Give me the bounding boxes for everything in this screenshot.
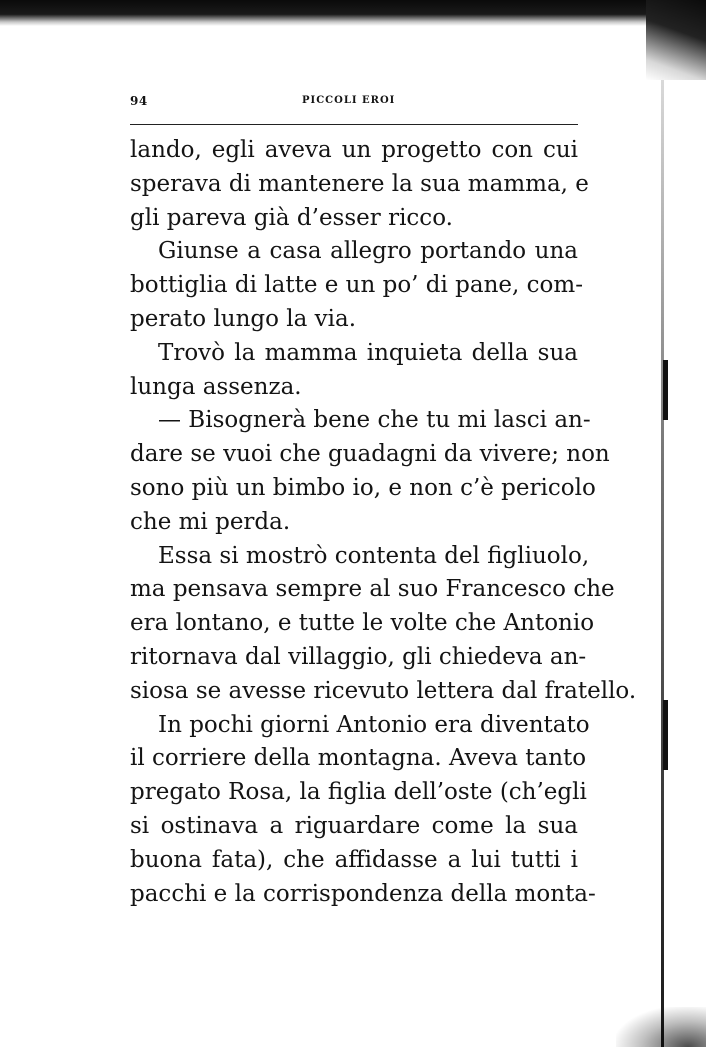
text-line: gli pareva già d’esser ricco. <box>130 204 453 231</box>
text-line: dare se vuoi che guadagni da vivere; non <box>130 441 610 468</box>
page-header <box>130 92 578 114</box>
text-line: ma pensava sempre al suo Francesco che <box>130 576 615 603</box>
text-line: — Bisognerà bene che tu mi lasci an- <box>158 407 591 434</box>
text-line: siosa se avesse ricevuto lettera dal fratello. <box>130 677 637 704</box>
text-line: lunga assenza. <box>130 373 302 400</box>
text-line: Giunse a casa allegro portando una <box>158 238 578 265</box>
scan-top-edge <box>0 0 706 26</box>
scan-edge-mark <box>663 700 668 770</box>
body-text <box>130 134 637 911</box>
scan-top-right-corner <box>646 0 706 80</box>
running-title: PICCOLI EROI <box>302 95 396 106</box>
text-line: pregato Rosa, la figlia dell’oste (ch’egli <box>130 779 587 806</box>
text-line: sono più un bimbo io, e non c’è pericolo <box>130 474 596 501</box>
text-line: pacchi e la corrispondenza della monta- <box>130 880 596 907</box>
text-line: Trovò la mamma inquieta della sua <box>158 339 578 366</box>
text-line: ritornava dal villaggio, gli chiedeva an- <box>130 643 587 670</box>
text-line: lando, egli aveva un progetto con cui <box>130 137 578 163</box>
text-line: buona fata), che affidasse a lui tutti i <box>130 846 578 873</box>
text-line: In pochi giorni Antonio era diventato <box>158 711 590 738</box>
scan-bottom-smudge <box>616 1007 706 1047</box>
text-line: Essa si mostrò contenta del figliuolo, <box>158 542 590 569</box>
text-line: che mi perda. <box>130 508 291 535</box>
text-line: si ostinava a riguardare come la sua <box>130 812 578 839</box>
page-number: 94 <box>130 94 148 108</box>
scan-right-edge <box>661 80 664 1047</box>
text-line: il corriere della montagna. Aveva tanto <box>130 745 587 772</box>
text-line: sperava di mantenere la sua mamma, e <box>130 170 589 197</box>
header-rule <box>130 124 578 125</box>
text-line: perato lungo la via. <box>130 305 357 332</box>
text-line: era lontano, e tutte le volte che Antonio <box>130 610 595 637</box>
text-line: bottiglia di latte e un po’ di pane, com- <box>130 272 583 299</box>
scan-edge-mark <box>663 360 668 420</box>
